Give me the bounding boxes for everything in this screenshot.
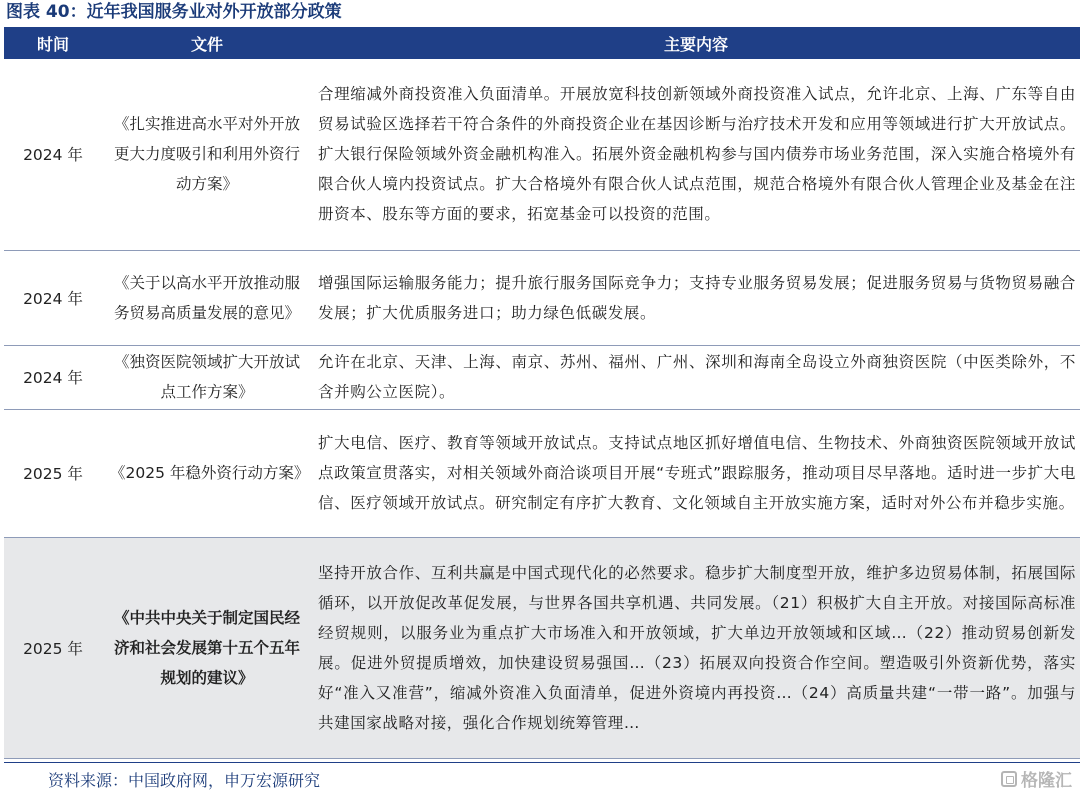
row-content: 坚持开放合作、互利共赢是中国式现代化的必然要求。稳步扩大制度型开放，维护多边贸易体制，拓展国际循环，以开放促改革促发展，与世界各国共享机遇、共同发展。（21）积极扩大自主开放。对接国际高标准经贸规则，以服务业为重点扩大市场准入和开放领域，扩大单边开放领域和区域…（22）推动贸易创新发展。促进外贸提质增效，加快建设贸易强国…（23）拓展双向投资合作空间。塑造吸引外资新优势，落实好“准入又准营”，缩减外资准入负面清单，促进外资境内再投资…（24）高质量共建“一带一路”。加强与共建国家战略对接，强化合作规划统筹管理… [312, 537, 1080, 758]
header-time: 时间 [4, 27, 102, 59]
table-row [4, 250, 1080, 345]
watermark [1001, 766, 1072, 791]
row-content: 允许在北京、天津、上海、南京、苏州、福州、广州、深圳和海南全岛设立外商独资医院（中医类除外，不含并购公立医院）。 [312, 345, 1080, 409]
row-document [102, 537, 312, 758]
policy-table [4, 27, 1080, 759]
watermark-text: 格隆汇 [1021, 771, 1072, 791]
watermark-logo-icon [1001, 771, 1017, 787]
row-content: 增强国际运输服务能力；提升旅行服务国际竞争力；支持专业服务贸易发展；促进服务贸易与货物贸易融合发展；扩大优质服务进口；助力绿色低碳发展。 [312, 250, 1080, 345]
row-document [102, 59, 312, 250]
row-document-text: 《扎实推进高水平对外开放更大力度吸引和利用外资行动方案》 [113, 115, 300, 194]
row-document [102, 409, 312, 537]
row-year: 2025 年 [4, 409, 102, 537]
row-year: 2024 年 [4, 250, 102, 345]
table-row [4, 59, 1080, 250]
row-content: 扩大电信、医疗、教育等领域开放试点。支持试点地区抓好增值电信、生物技术、外商独资医院领域开放试点政策宣贯落实，对相关领域外商洽谈项目开展“专班式”跟踪服务，推动项目尽早落地。适时进一步扩大电信、医疗领域开放试点。研究制定有序扩大教育、文化领域自主开放实施方案，适时对外公布并稳步实施。 [312, 409, 1080, 537]
row-year: 2024 年 [4, 59, 102, 250]
header-document: 文件 [102, 27, 312, 59]
row-document [102, 345, 312, 409]
table-row [4, 409, 1080, 537]
table-header-row [4, 27, 1080, 59]
row-year: 2024 年 [4, 345, 102, 409]
row-document-text: 《2025 年稳外资行动方案》 [110, 464, 310, 482]
row-document-text: 《中共中央关于制定国民经济和社会发展第十五个五年规划的建议》 [113, 608, 300, 687]
table-row [4, 345, 1080, 409]
row-document-text: 《独资医院领域扩大开放试点工作方案》 [113, 353, 300, 401]
row-year: 2025 年 [4, 537, 102, 758]
chart-title: 图表 40：近年我国服务业对外开放部分政策 [6, 2, 342, 22]
row-document-text: 《关于以高水平开放推动服务贸易高质量发展的意见》 [113, 273, 300, 322]
source-note: 资料来源：中国政府网，申万宏源研究 [48, 768, 320, 791]
row-content: 合理缩减外商投资准入负面清单。开展放宽科技创新领域外商投资准入试点，允许北京、上海、广东等自由贸易试验区选择若干符合条件的外商投资企业在基因诊断与治疗技术开发和应用等领域进行扩大开放试点。扩大银行保险领域外资金融机构准入。拓展外资金融机构参与国内债券市场业务范围，深入实施合格境外有限合伙人境内投资试点。扩大合格境外有限合伙人试点范围，规范合格境外有限合伙人管理企业及基金在注册资本、股东等方面的要求，拓宽基金可以投资的范围。 [312, 59, 1080, 250]
table-row-highlighted [4, 537, 1080, 758]
row-document [102, 250, 312, 345]
header-content: 主要内容 [312, 27, 1080, 59]
